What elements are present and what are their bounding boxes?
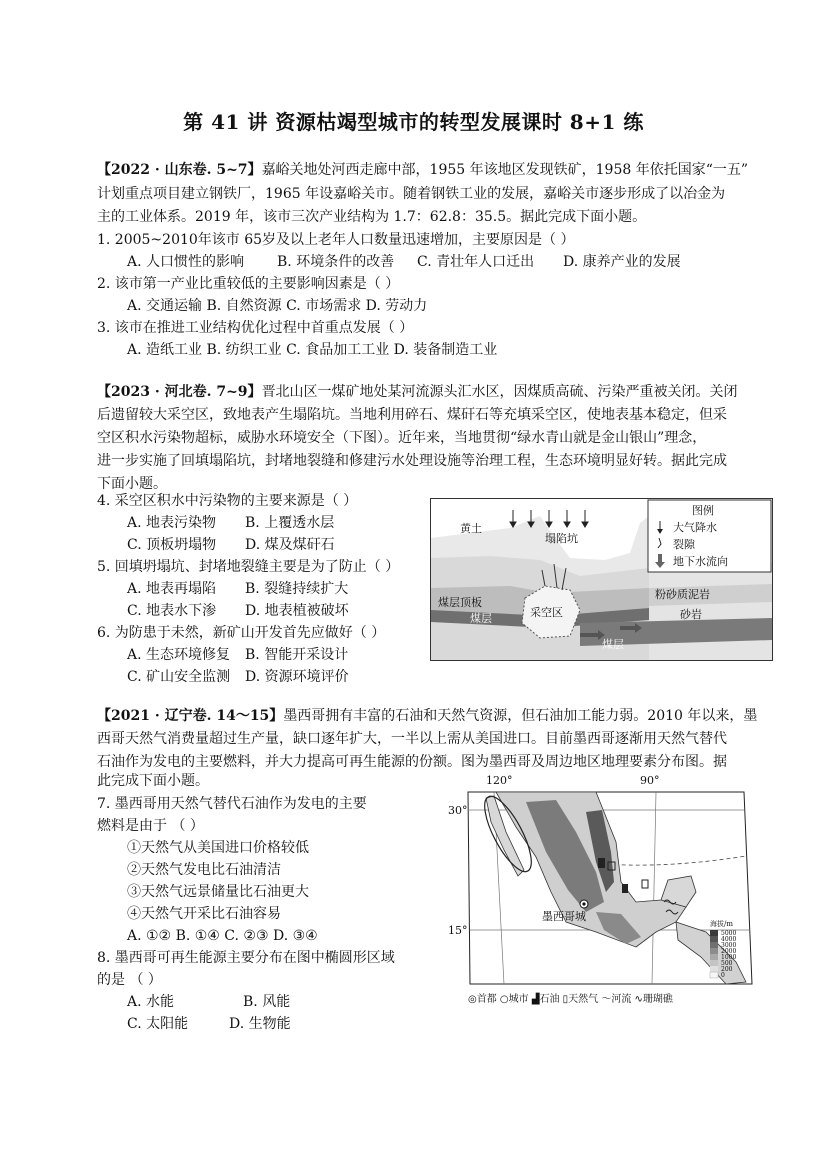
section3-source: 【2021 · 辽宁卷. 14～15】 bbox=[97, 708, 284, 724]
q8-options-row2 bbox=[127, 1014, 377, 1034]
q6-option-d: D. 资源环境评价 bbox=[245, 669, 349, 685]
q6-options-row2 bbox=[127, 667, 417, 687]
right-strata bbox=[649, 563, 772, 660]
q4-options-row1 bbox=[127, 513, 417, 533]
svg-text:1000: 1000 bbox=[721, 954, 737, 961]
q4-option-c: C. 顶板坍塌物 bbox=[127, 537, 217, 553]
q3-stem: 3. 该市在推进工业结构优化过程中首重点发展（ ） bbox=[97, 320, 414, 336]
q7-statement-3: ③天然气远景储量比石油更大 bbox=[127, 884, 309, 900]
label-lat-15: 15° bbox=[448, 924, 468, 937]
q5-option-c: C. 地表水下渗 bbox=[127, 603, 217, 619]
svg-text:500: 500 bbox=[721, 960, 733, 967]
q7-stem-line1: 7. 墨西哥用天然气替代石油作为发电的主要 bbox=[97, 796, 367, 812]
q8-options-row1 bbox=[127, 992, 377, 1012]
q6-option-a: A. 生态环境修复 bbox=[127, 647, 231, 663]
svg-text:2000: 2000 bbox=[721, 948, 737, 955]
q1-option-a: A. 人口惯性的影响 bbox=[127, 254, 245, 270]
section2-source: 【2023 · 河北卷. 7~9】 bbox=[97, 384, 262, 400]
oil-symbol-2 bbox=[622, 884, 628, 893]
section1-intro-line2: 计划重点项目建立钢铁厂，1965 年设嘉峪关市。随着钢铁工业的发展，嘉峪关市逐步形成了以冶金为 bbox=[97, 186, 726, 202]
q6-option-b: B. 智能开采设计 bbox=[245, 647, 349, 663]
label-mexico-city: 墨西哥城 bbox=[542, 910, 586, 923]
section3-intro-line4: 此完成下面小题。 bbox=[97, 773, 209, 789]
elevation-title: 海拔/m bbox=[710, 920, 733, 928]
q3-options: A. 造纸工业 B. 纺织工业 C. 食品加工工业 D. 装备制造工业 bbox=[127, 342, 498, 358]
q7-statement-1: ①天然气从美国进口价格较低 bbox=[127, 840, 309, 856]
section2-intro-line3: 空区积水污染物超标，威胁水环境安全（下图）。近年来，当地贯彻“绿水青山就是金山银山”理念， bbox=[97, 430, 707, 446]
mexico-map-figure bbox=[446, 772, 766, 1008]
svg-text:3000: 3000 bbox=[721, 942, 737, 949]
label-sandstone: 砂岩 bbox=[680, 608, 702, 621]
legend-rain: 大气降水 bbox=[673, 521, 717, 534]
page-title: 第 41 讲 资源枯竭型城市的转型发展课时 8+1 练 bbox=[183, 110, 644, 134]
q8-option-b: B. 风能 bbox=[243, 994, 291, 1010]
q4-stem: 4. 采空区积水中污染物的主要来源是（ ） bbox=[97, 493, 358, 509]
q6-options-row1 bbox=[127, 645, 417, 665]
q6-stem: 6. 为防患于未然，新矿山开发首先应做好（ ） bbox=[97, 625, 386, 641]
q1-option-d: D. 康养产业的发展 bbox=[563, 254, 681, 270]
svg-text:200: 200 bbox=[721, 966, 733, 973]
section1-source: 【2022 · 山东卷. 5~7】 bbox=[97, 162, 262, 178]
label-lat-30: 30° bbox=[448, 804, 468, 817]
q8-stem-line1: 8. 墨西哥可再生能源主要分布在图中椭圆形区域 bbox=[97, 950, 395, 966]
section2-intro-line1: 【2023 · 河北卷. 7~9】晋北山区一煤矿地处某河流源头汇水区，因煤质高硫、污染严重被关闭。关闭 bbox=[97, 384, 738, 400]
q4-option-b: B. 上覆透水层 bbox=[245, 515, 335, 531]
q7-stem-line2: 燃料是由于 （ ） bbox=[97, 818, 204, 834]
section2-intro-line5: 下面小题。 bbox=[97, 476, 167, 492]
section2-intro-line2: 后遗留较大采空区，致地表产生塌陷坑。当地利用碎石、煤矸石等充填采空区，使地表基本稳定，但采 bbox=[97, 407, 727, 423]
q7-options: A. ①② B. ①④ C. ②③ D. ③④ bbox=[127, 928, 318, 944]
section3-intro-line1: 【2021 · 辽宁卷. 14～15】墨西哥拥有丰富的石油和天然气资源，但石油加工能力弱。2010 年以来，墨 bbox=[97, 708, 758, 724]
q2-stem: 2. 该市第一产业比重较低的主要影响因素是（ ） bbox=[97, 276, 400, 292]
q7-statement-2: ②天然气发电比石油清洁 bbox=[127, 862, 281, 878]
q2-options: A. 交通运输 B. 自然资源 C. 市场需求 D. 劳动力 bbox=[127, 298, 428, 314]
q5-option-d: D. 地表植被破坏 bbox=[245, 603, 349, 619]
label-roof: 煤层顶板 bbox=[438, 596, 482, 609]
svg-text:0: 0 bbox=[721, 972, 725, 979]
q6-option-c: C. 矿山安全监测 bbox=[127, 669, 231, 685]
label-lon-90: 90° bbox=[640, 774, 660, 787]
label-coal-right: 煤层 bbox=[602, 638, 624, 651]
q1-options bbox=[127, 252, 747, 272]
svg-text:5000: 5000 bbox=[721, 930, 737, 937]
section1-intro-line1: 【2022 · 山东卷. 5~7】嘉峪关地处河西走廊中部，1955 年该地区发现铁矿，1958 年依托国家“一五” bbox=[97, 162, 749, 178]
q8-option-c: C. 太阳能 bbox=[127, 1016, 189, 1032]
q4-options-row2 bbox=[127, 535, 417, 555]
q7-statement-4: ④天然气开采比石油容易 bbox=[127, 906, 281, 922]
label-goaf: 采空区 bbox=[530, 606, 563, 619]
label-coal-left: 煤层 bbox=[470, 612, 492, 625]
oil-symbol bbox=[598, 858, 605, 868]
q1-option-b: B. 环境条件的改善 bbox=[277, 254, 395, 270]
q5-option-b: B. 裂缝持续扩大 bbox=[245, 581, 349, 597]
label-loess: 黄土 bbox=[460, 522, 482, 535]
legend-groundwater: 地下水流向 bbox=[673, 555, 728, 568]
map-legend: ◎首都 ○城市 ▟石油 ▯天然气 〜河流 ∿珊瑚礁 bbox=[468, 994, 673, 1005]
q8-stem-line2: 的是 （ ） bbox=[97, 972, 162, 988]
q8-option-d: D. 生物能 bbox=[229, 1016, 291, 1032]
label-lon-120: 120° bbox=[486, 774, 513, 787]
q1-option-c: C. 青壮年人口迁出 bbox=[417, 254, 535, 270]
section2-intro-line4: 进一步实施了回填塌陷坑，封堵地裂缝和修建污水处理设施等治理工程，生态环境明显好转。据此完成 bbox=[97, 453, 727, 469]
section3-intro-line3: 石油作为发电的主要燃料，并大力提高可再生能源的份额。图为墨西哥及周边地区地理要素分布图。据 bbox=[97, 754, 727, 770]
section1-intro-line3: 主的工业体系。2019 年，该市三次产业结构为 1.7：62.8：35.5。据此完成下面小题。 bbox=[97, 209, 647, 225]
q4-option-d: D. 煤及煤矸石 bbox=[245, 537, 335, 553]
legend-title: 图例 bbox=[692, 504, 714, 517]
label-pit: 塌陷坑 bbox=[545, 532, 578, 545]
q5-stem: 5. 回填坍塌坑、封堵地裂缝主要是为了防止（ ） bbox=[97, 559, 400, 575]
q1-stem: 1. 2005~2010年该市 65岁及以上老年人口数量迅速增加，主要原因是（ ） bbox=[97, 232, 575, 248]
q5-options-row2 bbox=[127, 601, 417, 621]
q5-options-row1 bbox=[127, 579, 417, 599]
q8-option-a: A. 水能 bbox=[127, 994, 175, 1010]
q4-option-a: A. 地表污染物 bbox=[127, 515, 217, 531]
section3-intro-line2: 西哥天然气消费量超过生产量，缺口逐年扩大，一半以上需从美国进口。目前墨西哥逐渐用天然气替代 bbox=[97, 731, 727, 747]
mine-cross-section-figure bbox=[430, 498, 773, 661]
svg-text:4000: 4000 bbox=[721, 936, 737, 943]
label-mudstone: 粉砂质泥岩 bbox=[655, 588, 710, 601]
legend-crack: 裂隙 bbox=[673, 538, 695, 551]
q5-option-a: A. 地表再塌陷 bbox=[127, 581, 217, 597]
